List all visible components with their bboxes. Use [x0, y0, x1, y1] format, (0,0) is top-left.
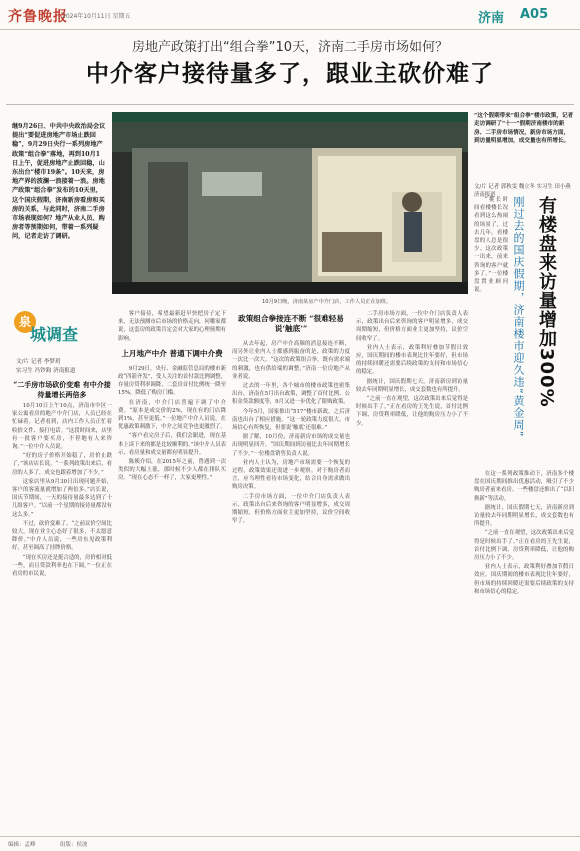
divider — [6, 104, 574, 105]
paragraph: 客户接待，希望最新赶早快把房子定下来，无法预测市后市场的价格走向，问哪家都说，这套房的政策肯定会对大家的心理预期有影响。 — [118, 311, 226, 342]
paragraph: 二手房市场方面，一位中介门店负责人表示，政策出台后来咨询的客户明显增多，成交周期缩短，但价格方面业主更加坚持，议价空间收窄了。 — [232, 493, 350, 525]
page-header — [0, 0, 580, 30]
paragraph: “挑长时间看楼楼长况看到这么热闹的场景了，过去几年，看楼盘的人总是很少。这次政策一出来，前来咨询的客户就多了。”一位楼盘置业顾问说。 — [474, 197, 508, 294]
paragraph: 在济南，中介门店普遍下调了中介费。“原本是成交价的2%，现在有的门店降到1%，甚至更低。”一位地产中介人员说，在优惠政策刺激下，中介之间竞争也更激烈了。 — [118, 399, 226, 431]
column-badge-icon: 泉 — [14, 311, 36, 333]
article-headline: 中介客户接待量多了，跟业主砍价难了 — [86, 61, 494, 87]
page-footer — [0, 836, 580, 851]
news-photo — [112, 112, 468, 294]
paragraph: 业内人士认为，房地产市场需要一个恢复的过程，政策效果还需进一步观察。对于购房者而言，应当理性看待市场变化，结合自身需求做出购房决策。 — [232, 459, 350, 491]
right-byline: 文/片 记者 郭秋雯 魏立冬 实习生 田小燕 济南报道 — [474, 184, 571, 198]
article-column-5-top — [474, 196, 508, 466]
paragraph: 10月10日上午10点，济南市中区一家公寓看房的地产中介门店，人员已经在忙碌着。记者看到，店内工作人员正忙着收拾文件、接打电话。“这段时间来，店里有一批客户要买房，不停地有人来咨询。”一位中介人员说。 — [12, 403, 112, 451]
photo-caption: 10月9日晚，济南某房产中介门店，工作人员正在加班。 — [262, 299, 392, 305]
page-number: A05 — [520, 7, 549, 22]
paragraph: 二手房市场方面，一位中介门店负责人表示，政策出台后来咨询的客户明显增多，成交周期缩短，但价格方面业主更加坚持，议价空间收窄了。 — [356, 311, 468, 342]
designer-credit: 组版：侯波 — [60, 842, 88, 848]
paragraph: “之前一直在观望，这次政策出来后觉得是时候出手了。”正在看房的王先生说，首付比例下调、房贷利率降低，让他的购房压力小了不少。 — [356, 396, 468, 427]
article-column-1 — [12, 402, 112, 832]
credits — [16, 358, 112, 376]
article-column-5 — [474, 470, 574, 832]
paragraph: 今年5月，国家推出“517”楼市新政，之后济南也出台了相应措施。“这一轮政策力度很大，市场信心有所恢复，但要说‘触底’还很难。” — [232, 408, 350, 432]
paragraph: 不过，砍价变难了。“之前议价空间比较大，现在业主心态好了很多，不太愿意降价。”中介人员说，一些房东见政策利好，甚至调高了挂牌价格。 — [12, 520, 112, 552]
article-column-2 — [118, 310, 226, 832]
paragraph: 据统计，国庆假期七天，济南新房到访量较去年同期明显增长，成交套数也有所提升。 — [474, 504, 574, 528]
column-badge: 城调查 — [30, 325, 79, 344]
paragraph: 陈姨介绍，在2015年之前，曾遇到一次类似的大幅上涨，那时候不少人都在排队买房。“现在心态不一样了，大家更理性。” — [118, 459, 226, 482]
paragraph: 这家店里从9月30日出现问题开始，客户的客流量就增加了两倍多。”店长说，国庆节期间，一天的接待量最多达到了十几组客户。“以前一个星期的接待量都没有这么多。” — [12, 478, 112, 518]
sidebar-big-title: 有楼盘来访量增加300% — [536, 196, 557, 408]
article-subhead: 房地产政策打出“组合拳”10天，济南二手房市场如何？ — [131, 40, 448, 55]
lead-paragraph: 继9月26日、中共中央政治局会议提出“要促进房地产市场止跌回稳”，9月29日央行一系列房地产政策“组合拳”落地，再到10月1日上午，促进房地产止跌回稳，山东出台“楼市19条”。10天来，房地产界的波澜一浪接着一浪。房地产政策“组合拳”发布的10天里，这个国庆假期，济南新房看房和买房的关系，与此同时，济南二手房市场表现如何？地产从业人员、购房者等预期如何，带着一系列疑问，记者走访了调研。 — [12, 123, 106, 241]
paragraph: 业内人士表示，政策利好叠加节假日效应，国庆期间的楼市表现比往年要好，但市场的持续回暖还需要后续政策的支持和市场信心的稳定。 — [474, 564, 574, 595]
right-intro-box: “这个假期带来“组合拳”楼市政策，记者走访调研了“十一”假期济南楼市的新房、二手房市场情况，新房市场方面，到访量明显增加，成交量也有所增长。 — [474, 113, 574, 145]
article-column-3 — [232, 310, 350, 832]
paragraph: 业内人士表示，政策利好叠加节假日效应，国庆期间的楼市表现比往年要好，但市场的持续回暖还需要后续政策的支持和市场信心的稳定。 — [356, 344, 468, 376]
credit-line: 文/片 记者 李梦玥 — [16, 359, 61, 365]
subsection-title: 政策组合拳接连不断 “很难轻易说‘触底’” — [238, 314, 344, 333]
paragraph: 在这一系列政策推动下，济南多个楼盘在国庆期间推出优惠活动，吸引了不少购房者前来看房。一些楼盘还推出了“以旧换新”等活动。 — [474, 471, 574, 502]
paragraph: “客户看完房子后，我们会跟进，现在基本上谈下来的都是比较顺利的。”该中介人员表示，看房量和成交量都有明显提升。 — [118, 433, 226, 456]
editor-credit: 编辑：孟峰 — [8, 842, 36, 848]
section-name: 济南 — [478, 11, 505, 26]
subsection-title: “二手房市场砍价变难 有中介接待量增长两倍多 — [13, 380, 111, 399]
storefront-photo — [112, 112, 468, 294]
issue-date: 2024年10月11日 星期五 — [62, 13, 131, 20]
subsection-title: 上月地产中介 普通下调中介费 — [121, 348, 223, 358]
paragraph: 过去的一年里，各个城市的楼市政策也密集出台。济南在5月出台政策，调整了首付比例、公积金贷款额度等，9月又进一步优化了限购政策。 — [232, 383, 350, 406]
credit-line: 实习生 冯钞鈞 济南报道 — [16, 368, 76, 374]
paragraph: “现在买房还是挺合适的，房价相对低一些，而且贷款利率也在下调。”一位正在看房的市民说。 — [12, 554, 112, 578]
paragraph: 据统计，国庆假期七天，济南新房到访量较去年同期明显增长，成交套数也有所提升。 — [356, 378, 468, 393]
sidebar-subtitle: 刚过去的国庆假期，济南楼市迎久违“黄金周” — [512, 196, 525, 438]
article-column-4 — [356, 310, 468, 832]
paragraph: “之前一直在观望，这次政策出来后觉得是时候出手了。”正在看房的王先生说，首付比例下调、房贷利率降低，让他的购房压力小了不少。 — [474, 530, 574, 562]
newspaper-logo: 齐鲁晚报 — [8, 9, 68, 25]
paragraph: 据了解，10月份，济南新房市场的成交量也出现明显回升。“国庆期间到访量比去年同期增长了不少，”一位楼盘销售负责人说。 — [232, 434, 350, 457]
paragraph: “好的房子价格开始稳了，房价止跌了，”该店店长说。“一系列政策出来后，看房的人多了，成交也跟着增加了不少。” — [12, 453, 112, 476]
paragraph: 9月29日，央行、金融监管总局的楼市新政“四箭齐发”，受人关注的首付款比例调整，存量房贷利率调降，二套房首付比例统一降至15%，降低了购房门槛。 — [118, 365, 226, 397]
paragraph: 从去年起，房产中介高频的消息接连不断，而另外让业内人士都感到振奋的是，政策的力度一次比一次大。“这次的政策组合拳，既有需求端的刺激，也有供给端的调整，”济南一位房地产从业者说。 — [232, 341, 350, 380]
